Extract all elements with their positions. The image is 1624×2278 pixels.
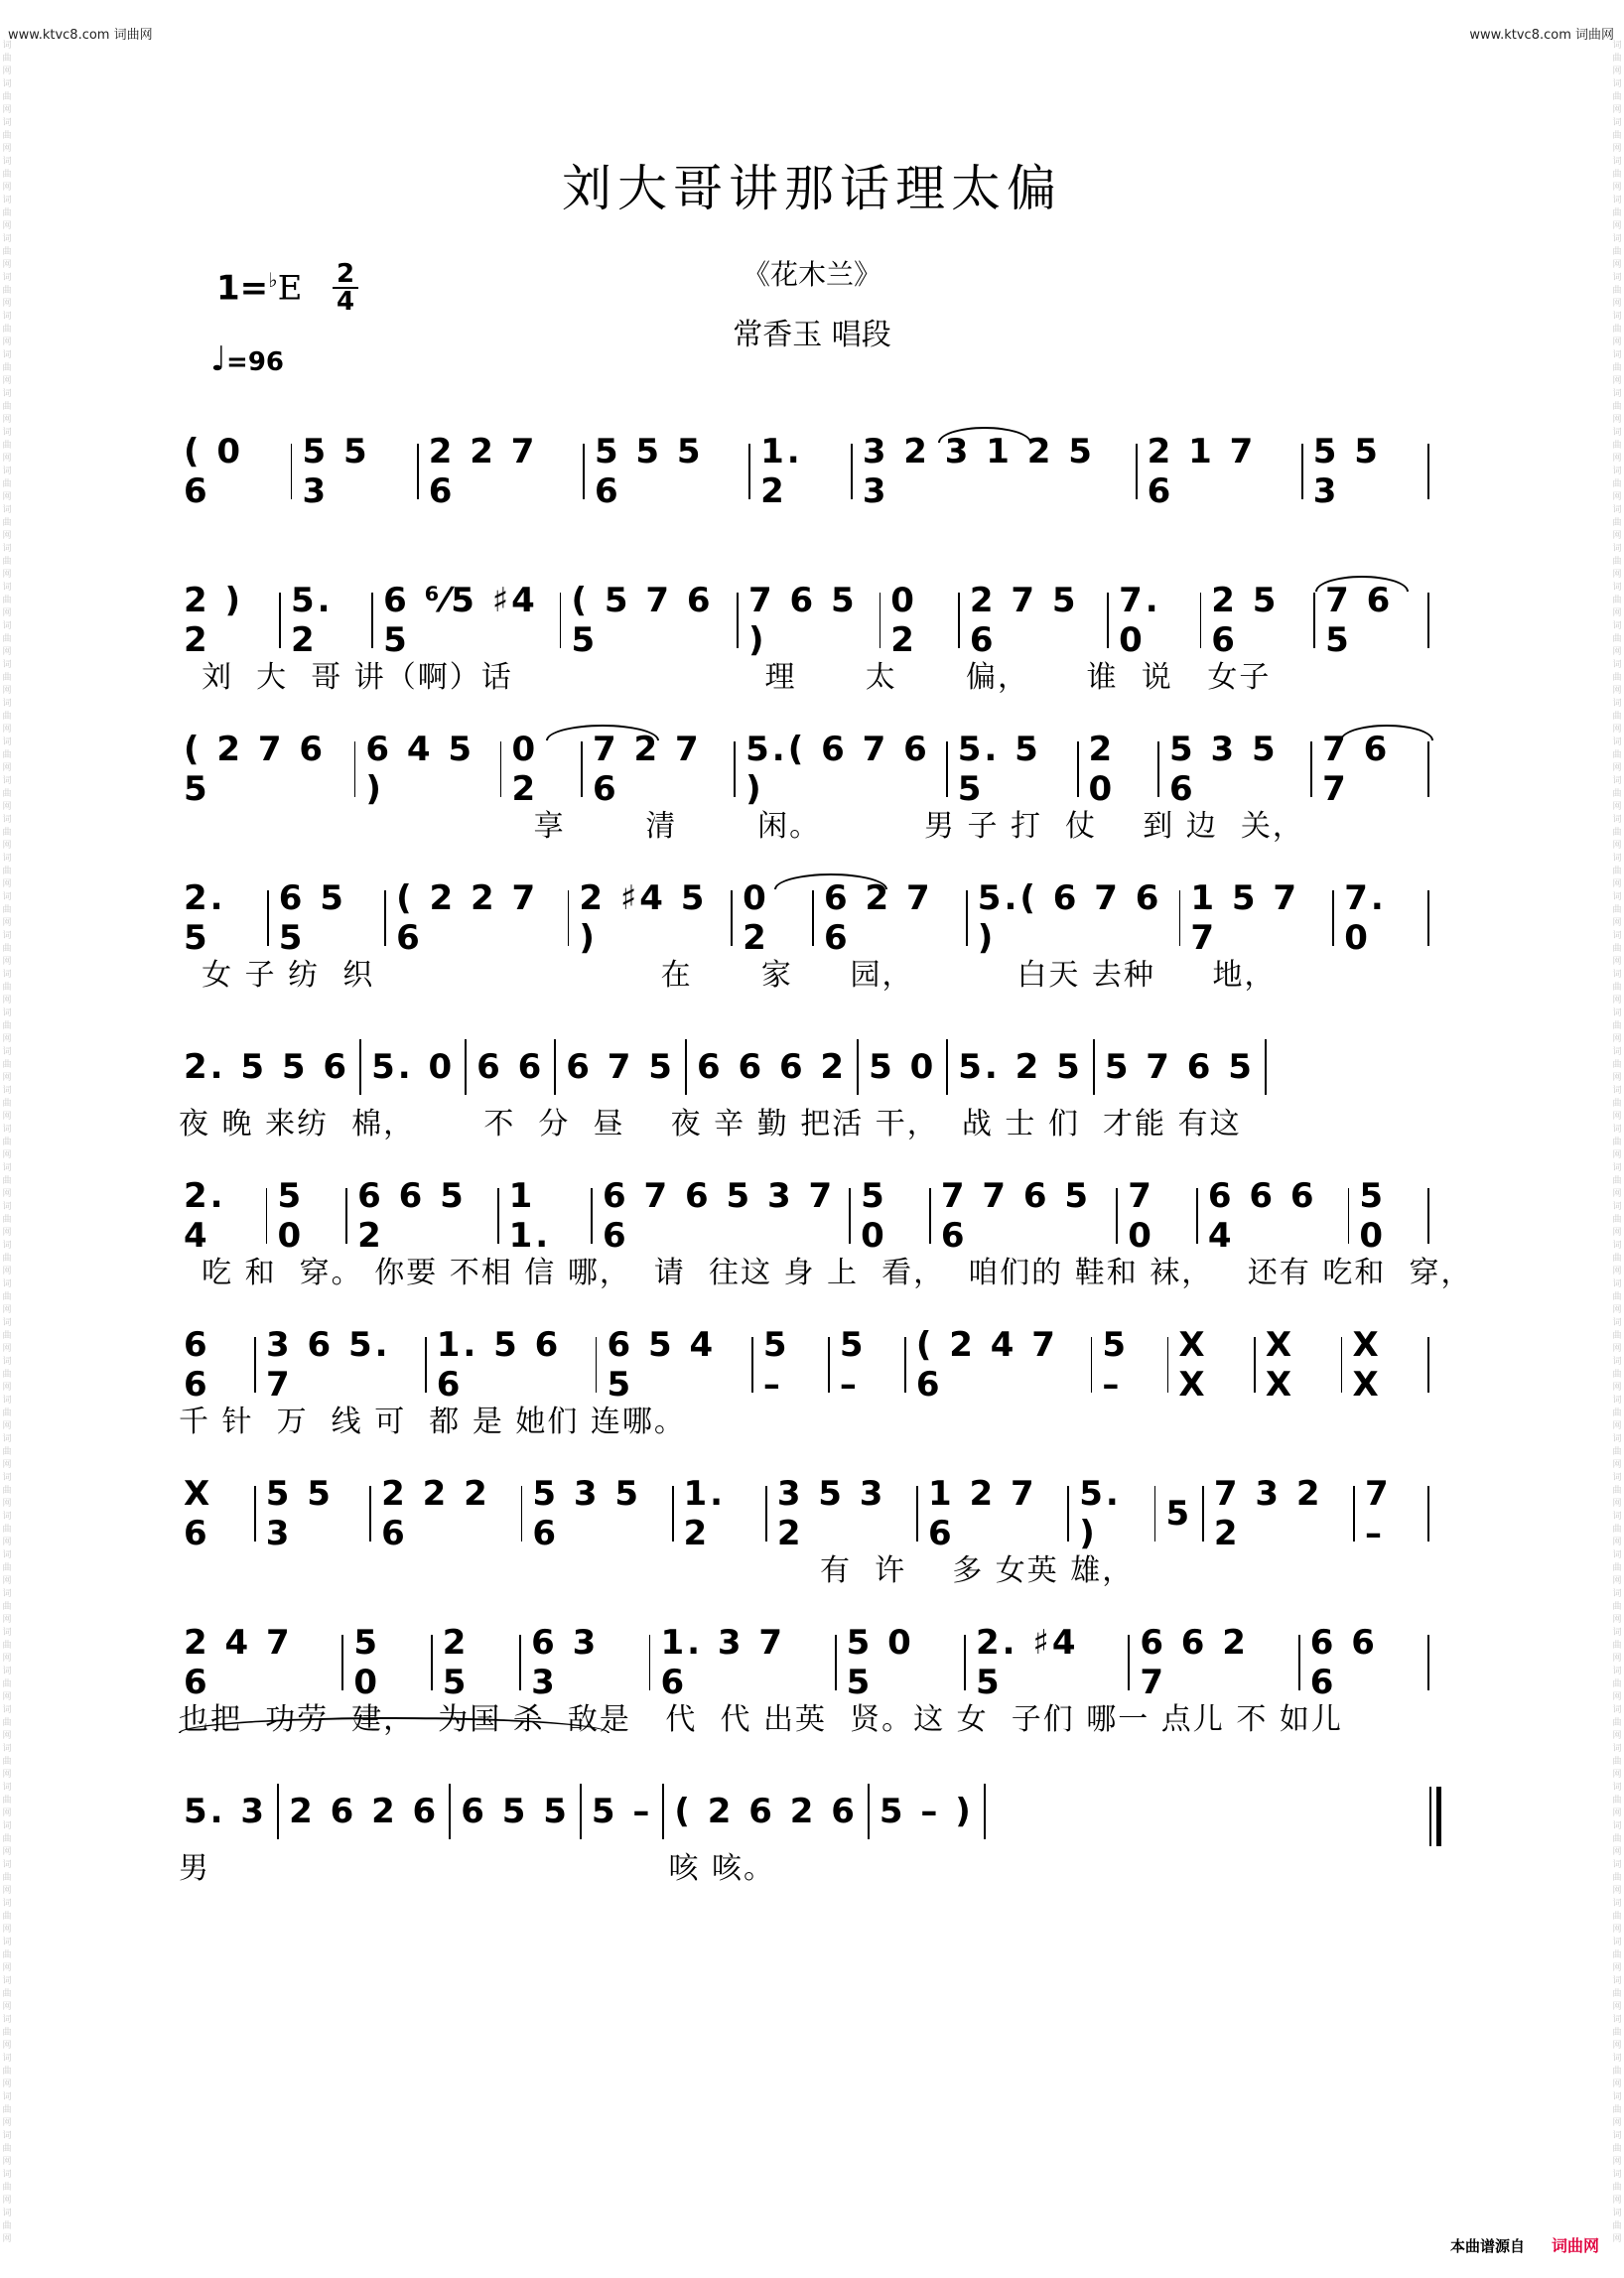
- barline: [1427, 741, 1429, 797]
- barline: [591, 1188, 593, 1244]
- barline: [254, 1486, 256, 1541]
- barline: [748, 444, 750, 499]
- barline: [812, 890, 814, 946]
- barline: [731, 890, 733, 946]
- barline: [1167, 1337, 1169, 1393]
- measure: 5 3 5 6: [532, 1474, 641, 1553]
- measure: 6 7 5: [566, 1047, 675, 1087]
- tempo-value: =96: [226, 347, 285, 377]
- barline: [984, 1784, 986, 1839]
- barline: [497, 1188, 499, 1244]
- measure: 6 2 7 6: [823, 878, 933, 958]
- final-barline: [1429, 1787, 1441, 1846]
- measure: 2. ♯4 5: [975, 1623, 1079, 1702]
- barline: [1107, 593, 1109, 648]
- barline: [1427, 890, 1429, 946]
- measure: 6 6 6 2: [696, 1047, 848, 1087]
- measure: 0 2: [743, 878, 769, 958]
- notation-row: [184, 1623, 1439, 1702]
- barline: [465, 1039, 467, 1095]
- barline: [1427, 593, 1429, 648]
- barline: [1157, 741, 1159, 797]
- footer-brand: 词曲网: [1551, 2236, 1599, 2255]
- measure: 7 0: [1128, 1176, 1154, 1256]
- measure: 7 –: [1365, 1474, 1392, 1553]
- measure: 2. 5 5 6: [184, 1047, 350, 1087]
- measure: 2. 5: [184, 878, 226, 958]
- measure: 5. 5 5: [957, 730, 1041, 809]
- barline: [596, 1337, 598, 1393]
- barline: [431, 1635, 433, 1690]
- measure: 5. 2: [291, 581, 334, 660]
- measure: 5 0: [353, 1623, 381, 1702]
- measure: 3 6 5. 7: [265, 1325, 391, 1405]
- notation-row: [184, 1474, 1439, 1553]
- barline: [277, 1784, 279, 1839]
- measure: 2 2 7 6: [428, 432, 538, 511]
- barline: [1136, 444, 1138, 499]
- key-prefix: 1=: [216, 268, 269, 309]
- barline: [966, 890, 968, 946]
- notation-row: [184, 1325, 1439, 1405]
- measure: 5 0: [277, 1176, 305, 1256]
- barline: [1298, 1635, 1300, 1690]
- song-title: 刘大哥讲那话理太偏: [562, 160, 1062, 217]
- lyric-row: 吃 和 穿。 你要 不相 信 哪， 请 往这 身 上 看， 咱们的 鞋和 袜， 还有 吃和 穿，: [179, 1256, 1473, 1290]
- tie-arc: [1340, 725, 1433, 740]
- barline: [1202, 1486, 1204, 1541]
- barline: [849, 1188, 851, 1244]
- measure: 6 6 5 2: [357, 1176, 467, 1256]
- barline: [568, 890, 570, 946]
- barline: [1067, 1486, 1069, 1541]
- barline: [1200, 593, 1202, 648]
- footer-source-label: 本曲谱源自: [1449, 2237, 1525, 2255]
- measure: 5 5 3: [1312, 432, 1381, 511]
- time-signature-bottom: 4: [333, 287, 358, 315]
- notation-row: [184, 878, 1439, 958]
- measure: ( 2 4 7 6: [915, 1325, 1058, 1405]
- tie-arc: [1315, 576, 1409, 592]
- barline: [521, 1486, 523, 1541]
- measure: 2 4 7 6: [184, 1623, 293, 1702]
- measure: 7. 0: [1119, 581, 1161, 660]
- measure: 0 2: [890, 581, 917, 660]
- barline: [449, 1784, 451, 1839]
- measure: 3 5 3 2: [776, 1474, 886, 1553]
- measure: 7. 0: [1344, 878, 1387, 958]
- notation-row: [184, 1037, 1439, 1097]
- barline: [1427, 1337, 1429, 1393]
- measure: 7 6 7: [1322, 730, 1391, 809]
- measure: 0 2: [511, 730, 539, 809]
- barline: [425, 1337, 427, 1393]
- barline: [946, 1039, 948, 1095]
- barline: [560, 593, 562, 648]
- measure: ( 0 6: [184, 432, 244, 511]
- barline: [1341, 1337, 1343, 1393]
- barline: [958, 593, 960, 648]
- barline: [737, 593, 739, 648]
- barline: [1332, 890, 1334, 946]
- measure: 1. 3 7 6: [660, 1623, 786, 1702]
- barline: [857, 1039, 859, 1095]
- barline: [765, 1486, 767, 1541]
- barline: [384, 890, 386, 946]
- barline: [828, 1337, 830, 1393]
- measure: 2 ♯4 5 ): [579, 878, 708, 958]
- barline: [672, 1486, 674, 1541]
- barline: [1427, 444, 1429, 499]
- barline: [417, 444, 419, 499]
- measure: 2 2 2 6: [381, 1474, 490, 1553]
- site-watermark-right: www.ktvc8.com 词曲网: [1469, 28, 1614, 43]
- measure: 1. 2: [760, 432, 803, 511]
- side-watermark-text: 词曲网词曲网词曲网词曲网词曲网词曲网词曲网词曲网词曲网词曲网词曲网词曲网词曲网词曲网词曲网词曲网词曲网词曲网词曲网词曲网词曲网词曲网词曲网词曲网词曲网词曲网词曲网词曲网词曲网词曲网词曲网词曲网词曲网词曲网词曲网词曲网词曲网词曲网词曲网词曲网词曲网词曲网词曲网词曲网词曲网词曲网词曲网词曲网词曲网词曲网词曲网词曲网词曲网词曲网词曲网词曲网词曲网: [2, 41, 12, 2244]
- barline: [1077, 741, 1079, 797]
- measure: 5 –: [591, 1792, 653, 1831]
- barline: [649, 1635, 651, 1690]
- measure: 2 5 6: [1211, 581, 1280, 660]
- notation-row: [184, 1176, 1439, 1256]
- barline: [1093, 1039, 1095, 1095]
- measure: 5 –: [839, 1325, 867, 1405]
- measure: 5. 3: [184, 1792, 268, 1831]
- key-note: E: [277, 268, 303, 309]
- notation-row: [184, 432, 1439, 511]
- barline: [580, 1784, 582, 1839]
- barline: [1265, 1039, 1267, 1095]
- measure: ( 2 2 7 6: [396, 878, 539, 958]
- barline: [341, 1635, 343, 1690]
- side-watermark-left: [0, 40, 14, 2253]
- measure: 5: [1165, 1494, 1193, 1534]
- barline: [1254, 1337, 1256, 1393]
- tie-arc: [546, 725, 659, 740]
- measure: 6 6: [184, 1325, 210, 1405]
- barline: [734, 741, 736, 797]
- barline: [345, 1188, 347, 1244]
- measure: 6 ⁶⁄5 ♯4 5: [383, 581, 538, 660]
- notation-row: [184, 581, 1439, 660]
- barline: [1196, 1188, 1198, 1244]
- measure: X 6: [184, 1474, 213, 1553]
- measure: 2 0: [1088, 730, 1116, 809]
- measure: X X: [1265, 1325, 1295, 1405]
- measure: X X: [1352, 1325, 1382, 1405]
- measure: X X: [1178, 1325, 1208, 1405]
- measure: 5 3 5 6: [1168, 730, 1279, 809]
- barline: [916, 1486, 918, 1541]
- measure: 1 5 7 7: [1190, 878, 1300, 958]
- measure: 6 7 6 5 3 7 6: [603, 1176, 836, 1256]
- measure: 5 0: [861, 1176, 887, 1256]
- measure: 2 7 5 6: [969, 581, 1079, 660]
- side-watermark-text: 词曲网词曲网词曲网词曲网词曲网词曲网词曲网词曲网词曲网词曲网词曲网词曲网词曲网词曲网词曲网词曲网词曲网词曲网词曲网词曲网词曲网词曲网词曲网词曲网词曲网词曲网词曲网词曲网词曲网词曲网词曲网词曲网词曲网词曲网词曲网词曲网词曲网词曲网词曲网词曲网词曲网词曲网词曲网词曲网词曲网词曲网词曲网词曲网词曲网词曲网词曲网词曲网词曲网词曲网词曲网词曲网词曲网: [1612, 41, 1622, 2244]
- barline: [880, 593, 881, 648]
- opera-name: 《花木兰》: [742, 258, 881, 291]
- barline: [835, 1635, 837, 1690]
- barline: [554, 1039, 556, 1095]
- measure: 2 1 7 6: [1147, 432, 1257, 511]
- measure: 6 5 5: [461, 1792, 570, 1831]
- measure: ( 2 7 6 5: [184, 730, 327, 809]
- lyric-row: 夜 晚 来纺 棉， 不 分 昼 夜 辛 勤 把活 干， 战 士 们 才能 有这: [179, 1107, 1242, 1141]
- notation-row: [184, 1782, 1439, 1841]
- measure: 7 6 5: [1325, 581, 1394, 660]
- barline: [359, 1039, 361, 1095]
- barline: [1427, 1188, 1429, 1244]
- measure: 6 6 2 7: [1140, 1623, 1249, 1702]
- flat-sign: ♭: [268, 268, 278, 292]
- barline: [1348, 1188, 1350, 1244]
- measure: 7 2 7 6: [592, 730, 702, 809]
- lyric-row: 刘 大 哥 讲（啊）话 理 太 偏， 谁 说 女子: [179, 660, 1272, 695]
- measure: 6 5 4 5: [607, 1325, 717, 1405]
- measure: 2. 4: [184, 1176, 226, 1256]
- measure: 1 2 7 6: [928, 1474, 1037, 1553]
- barline: [267, 890, 269, 946]
- performer-credit: 常香玉 唱段: [733, 318, 891, 352]
- measure: 5.( 6 7 6 ): [977, 878, 1162, 958]
- measure: 5.( 6 7 6 ): [745, 730, 930, 809]
- measure: 7 7 6 5 6: [940, 1176, 1091, 1256]
- tie-arc: [938, 427, 1031, 443]
- barline: [1154, 1486, 1156, 1541]
- barline: [946, 741, 948, 797]
- measure: 7 3 2 2: [1213, 1474, 1323, 1553]
- measure: 5. 2 5: [958, 1047, 1083, 1087]
- site-watermark-left: www.ktvc8.com 词曲网: [8, 28, 153, 43]
- barline: [369, 1486, 371, 1541]
- barline: [266, 1188, 268, 1244]
- measure: 5 –: [1102, 1325, 1130, 1405]
- barline: [1179, 890, 1181, 946]
- barline: [1116, 1188, 1118, 1244]
- lyric-row: 千 针 万 线 可 都 是 她们 连哪。: [179, 1405, 686, 1439]
- barline: [685, 1039, 687, 1095]
- barline: [581, 741, 583, 797]
- barline: [851, 444, 853, 499]
- lyric-row: 也把 功劳 建， 为国 杀 敌是 代 代 出英 贤。这 女 子们 哪一 点儿 不 如儿: [179, 1702, 1343, 1737]
- barline: [1427, 1486, 1429, 1541]
- measure: 6 6: [476, 1047, 545, 1087]
- barline: [500, 741, 502, 797]
- barline: [1353, 1486, 1355, 1541]
- measure: 6 5 5: [278, 878, 346, 958]
- side-watermark-right: [1610, 40, 1624, 2253]
- measure: 1 1.: [508, 1176, 552, 1256]
- barline: [929, 1188, 931, 1244]
- measure: 6 4 5 ): [365, 730, 475, 809]
- quarter-note-icon: ♩: [210, 339, 227, 379]
- barline: [751, 1337, 753, 1393]
- measure: ( 2 6 2 6: [674, 1792, 858, 1831]
- barline: [1091, 1337, 1093, 1393]
- measure: 5 0 5: [846, 1623, 914, 1702]
- measure: 5. 0: [371, 1047, 456, 1087]
- barline: [583, 444, 585, 499]
- measure: 7 6 5 ): [748, 581, 858, 660]
- barline: [254, 1337, 256, 1393]
- measure: 1. 5 6 6: [436, 1325, 562, 1405]
- measure: 5 –: [762, 1325, 790, 1405]
- barline: [964, 1635, 966, 1690]
- barline: [279, 593, 281, 648]
- tie-arc: [774, 873, 887, 889]
- measure: 1. 2: [683, 1474, 727, 1553]
- barline: [662, 1784, 664, 1839]
- lyric-row: 男 咳 咳。: [179, 1851, 775, 1886]
- barline: [868, 1784, 870, 1839]
- barline: [1427, 1635, 1429, 1690]
- measure: 2 5: [442, 1623, 470, 1702]
- measure: 2 6 2 6: [289, 1792, 440, 1831]
- lyric-row: 女 子 纺 织 在 家 园， 白天 去种 地，: [179, 958, 1277, 993]
- measure: 5. ): [1079, 1474, 1122, 1553]
- measure: 5 7 6 5: [1104, 1047, 1255, 1087]
- barline: [1310, 741, 1312, 797]
- lyric-row: 享 清 闲。 男 子 打 仗 到 边 关，: [179, 809, 1304, 844]
- barline: [1313, 593, 1315, 648]
- measure: 6 6 6 4: [1207, 1176, 1317, 1256]
- barline: [354, 741, 356, 797]
- measure: ( 5 7 6 5: [571, 581, 714, 660]
- barline: [1301, 444, 1303, 499]
- time-signature-top: 2: [336, 259, 355, 289]
- measure: 6 6 6: [1309, 1623, 1378, 1702]
- measure: 5 5 5 6: [594, 432, 704, 511]
- measure: 5 0: [1359, 1176, 1387, 1256]
- measure: 3 2 3 1 2 5 3: [862, 432, 1095, 511]
- barline: [904, 1337, 906, 1393]
- measure: 5 – ): [879, 1792, 974, 1831]
- measure: 2 ) 2: [184, 581, 244, 660]
- measure: 5 0: [869, 1047, 937, 1087]
- measure: 6 3 3: [531, 1623, 600, 1702]
- measure: 5 5 3: [302, 432, 370, 511]
- barline: [519, 1635, 521, 1690]
- measure: 5 5 3: [265, 1474, 334, 1553]
- barline: [291, 444, 293, 499]
- barline: [371, 593, 373, 648]
- notation-row: [184, 730, 1439, 809]
- lyric-row: 有 许 多 女英 雄，: [179, 1553, 1135, 1588]
- barline: [1128, 1635, 1130, 1690]
